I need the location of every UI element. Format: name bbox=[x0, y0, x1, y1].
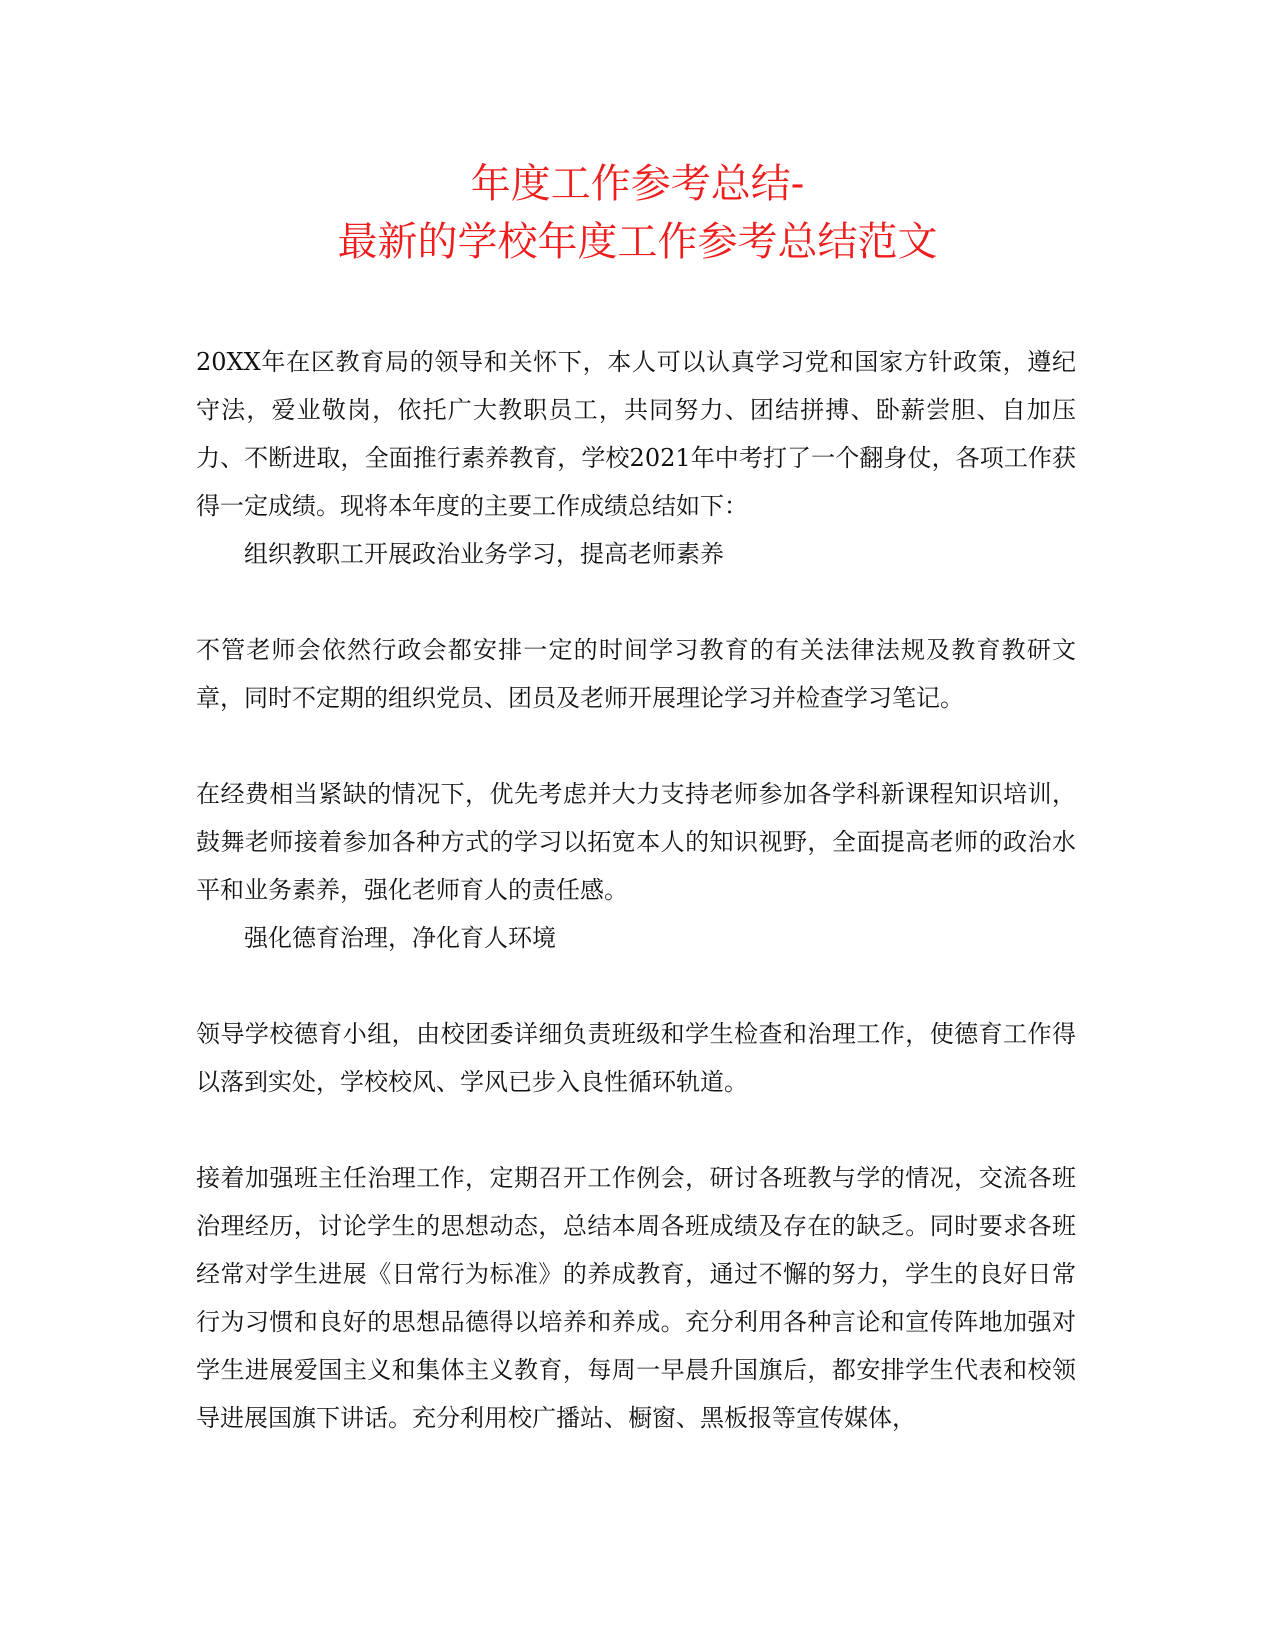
section-heading-moral-education: 强化德育治理，净化育人环境 bbox=[244, 924, 556, 952]
section-heading-study: 组织教职工开展政治业务学习，提高老师素养 bbox=[244, 540, 724, 568]
title-line-2: 最新的学校年度工作参考总结范文 bbox=[337, 219, 938, 265]
document-body bbox=[196, 338, 1076, 1442]
paragraph-study-arrangement: 不管老师会依然行政会都安排一定的时间学习教育的有关法律法规及教育教研文章，同时不定期的组织党员、团员及老师开展理论学习并检查学习笔记。 bbox=[196, 636, 1076, 712]
paragraph-spacer bbox=[196, 1106, 1076, 1154]
paragraph-spacer bbox=[196, 578, 1076, 626]
paragraph-class-management: 接着加强班主任治理工作，定期召开工作例会，研讨各班教与学的情况，交流各班治理经历，讨论学生的思想动态，总结本周各班成绩及存在的缺乏。同时要求各班经常对学生进展《日常行为标准》的养成教育，通过不懈的努力，学生的良好日常行为习惯和良好的思想品德得以培养和养成。充分利用各种言论和宣传阵地加强对学生进展爱国主义和集体主义教育，每周一早晨升国旗后，都安排学生代表和校领导进展国旗下讲话。充分利用校广播站、橱窗、黑板报等宣传媒体， bbox=[196, 1164, 1076, 1432]
title-line-1: 年度工作参考总结- bbox=[470, 161, 805, 207]
paragraph-intro: 20XX年在区教育局的领导和关怀下，本人可以认真学习党和国家方针政策，遵纪守法，爱业敬岗，依托广大教职员工，共同努力、团结拼搏、卧薪尝胆、自加压力、不断进取，全面推行素养教育，学校2021年中考打了一个翻身仗，各项工作获得一定成绩。现将本年度的主要工作成绩总结如下： bbox=[196, 348, 1076, 520]
paragraph-training-support: 在经费相当紧缺的情况下，优先考虑并大力支持老师参加各学科新课程知识培训，鼓舞老师接着参加各种方式的学习以拓宽本人的知识视野，全面提高老师的政治水平和业务素养，强化老师育人的责任感。 bbox=[196, 780, 1076, 904]
paragraph-moral-group: 领导学校德育小组，由校团委详细负责班级和学生检查和治理工作，使德育工作得以落到实处，学校校风、学风已步入良性循环轨道。 bbox=[196, 1020, 1076, 1096]
paragraph-spacer bbox=[196, 722, 1076, 770]
document-title bbox=[0, 155, 1275, 271]
paragraph-spacer bbox=[196, 962, 1076, 1010]
